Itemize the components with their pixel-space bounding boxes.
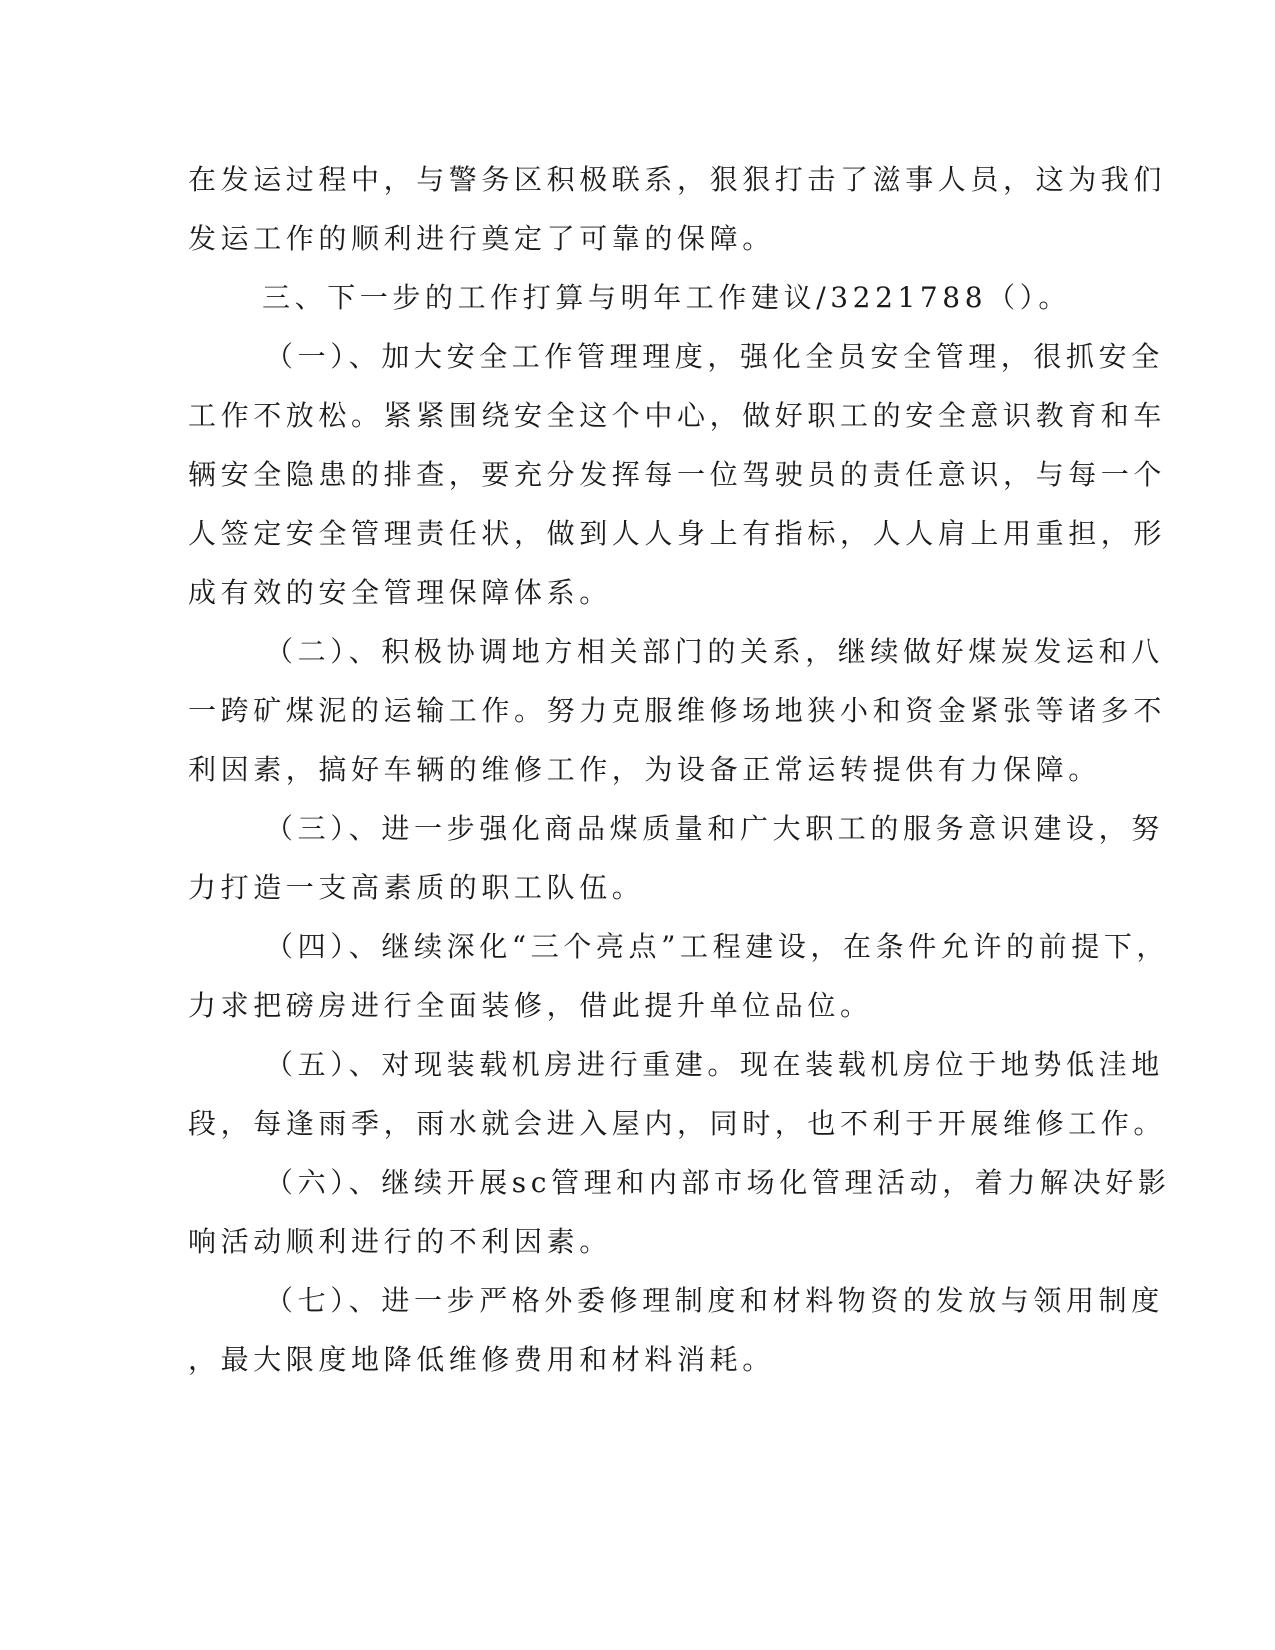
text-line: 一跨矿煤泥的运输工作。努力克服维修场地狭小和资金紧张等诸多不 [188,694,1167,727]
text-line: 辆安全隐患的排查，要充分发挥每一位驾驶员的责任意识，与每一个 [188,458,1167,491]
text-line: 响活动顺利进行的不利因素。 [188,1225,612,1258]
paragraph-first-line: （七）、进一步严格外委修理制度和材料物资的发放与领用制度 [265,1284,1164,1317]
text-line: 力求把磅房进行全面装修，借此提升单位品位。 [188,989,873,1022]
text-line: 工作不放松。紧紧围绕安全这个中心，做好职工的安全意识教育和车 [188,399,1167,432]
text-line: 力打造一支高素质的职工队伍。 [188,871,645,904]
paragraph-first-line: （二）、积极协调地方相关部门的关系，继续做好煤炭发运和八 [265,635,1164,668]
paragraph-first-line: （五）、对现装载机房进行重建。现在装载机房位于地势低洼地 [265,1048,1164,1081]
text-line: 段，每逢雨季，雨水就会进入屋内，同时，也不利于开展维修工作。 [188,1107,1167,1140]
text-line: ，最大限度地降低维修费用和材料消耗。 [188,1343,775,1376]
paragraph-first-line: （六）、继续开展sc管理和内部市场化管理活动，着力解决好影 [265,1166,1171,1199]
text-line: 成有效的安全管理保障体系。 [188,576,612,609]
text-line: 人签定安全管理责任状，做到人人身上有指标，人人肩上用重担，形 [188,517,1167,550]
text-line: 利因素，搞好车辆的维修工作，为设备正常运转提供有力保障。 [188,753,1101,786]
paragraph-first-line: （一）、加大安全工作管理理度，强化全员安全管理，很抓安全 [265,340,1164,373]
text-line: 发运工作的顺利进行奠定了可靠的保障。 [188,222,775,255]
section-heading: 三、下一步的工作打算与明年工作建议/3221788（）。 [262,281,1071,314]
paragraph-first-line: （三）、进一步强化商品煤质量和广大职工的服务意识建设，努 [265,812,1164,845]
text-line: 在发运过程中，与警务区积极联系，狠狠打击了滋事人员，这为我们 [188,163,1167,196]
paragraph-first-line: （四）、继续深化“三个亮点”工程建设，在条件允许的前提下， [265,930,1170,963]
